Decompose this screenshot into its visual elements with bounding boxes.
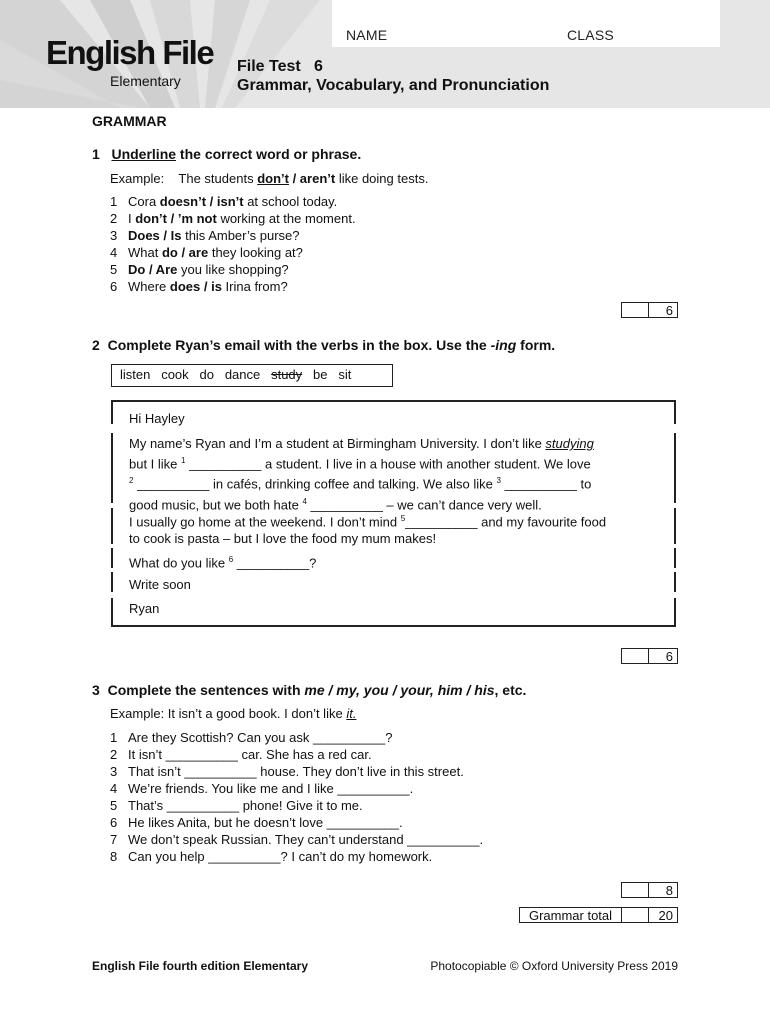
item-text: That’s __________ phone! Give it to me.	[128, 798, 363, 813]
email-border-segment	[111, 572, 113, 592]
email-signoff: Write soon	[129, 577, 191, 592]
item-number: 6	[110, 815, 118, 830]
email-border-segment	[111, 433, 113, 503]
item-choice[interactable]: do / are	[161, 245, 209, 260]
email-text: good music, but we both hate	[129, 496, 303, 512]
email-border-segment	[111, 508, 113, 544]
q3-item[interactable]	[110, 763, 483, 780]
q3-score-max: 8	[648, 882, 678, 898]
item-text: We’re friends. You like me and I like __________.	[128, 781, 414, 796]
item-number: 5	[110, 262, 118, 277]
email-signature: Ryan	[129, 601, 160, 616]
q1-number: 1	[92, 146, 100, 162]
email-paragraph-2	[129, 510, 659, 547]
footer-copyright: Photocopiable © Oxford University Press 2019	[430, 959, 678, 973]
item-number: 6	[110, 279, 118, 294]
email-border-segment	[674, 508, 676, 544]
item-number: 4	[110, 245, 118, 260]
q1-heading-underlined: Underline	[111, 146, 177, 162]
q1-example-label: Example:	[110, 171, 165, 186]
item-number: 2	[110, 211, 118, 226]
logo-title: English File	[46, 34, 214, 71]
word-box-item: do	[199, 367, 214, 382]
q1-item	[110, 244, 356, 261]
word-box-item: listen	[120, 367, 151, 382]
email-border-segment	[674, 598, 676, 627]
q3-item[interactable]	[110, 729, 483, 746]
q3-item-list	[110, 729, 483, 865]
q1-item	[110, 210, 356, 227]
email-border-segment	[674, 548, 676, 568]
item-text: That isn’t __________ house. They don’t live in this street.	[128, 764, 464, 779]
email-text[interactable]: __________ in cafés, drinking coffee and talking. We also like	[133, 476, 497, 492]
q1-example-answer: don’t	[257, 171, 289, 186]
item-text: I	[128, 211, 136, 226]
item-number: 4	[110, 781, 118, 796]
section-heading: GRAMMAR	[92, 113, 167, 129]
word-box-item: dance	[224, 367, 261, 382]
item-number: 3	[110, 764, 118, 779]
email-bottom-border	[111, 625, 676, 627]
email-paragraph-1	[129, 435, 659, 513]
email-text: My name’s Ryan and I’m a student at Birmingham University. I don’t like	[129, 436, 546, 451]
word-box-item: sit	[338, 367, 352, 382]
test-subtitle: Grammar, Vocabulary, and Pronunciation	[237, 77, 550, 94]
item-text: Can you help __________? I can’t do my homework.	[128, 849, 433, 864]
email-paragraph-3	[129, 551, 316, 571]
email-text: but I like	[129, 456, 182, 472]
email-text[interactable]: __________ and my favourite food	[405, 514, 607, 530]
name-class-box	[332, 0, 720, 47]
q3-item[interactable]	[110, 746, 483, 763]
q1-example	[110, 170, 428, 187]
item-number: 3	[110, 228, 118, 243]
q1-example-pre: The students	[178, 171, 258, 186]
gap-number: 1	[181, 456, 186, 465]
q3-item[interactable]	[110, 848, 483, 865]
item-text: you like shopping?	[177, 262, 289, 277]
grammar-total-input[interactable]	[621, 907, 649, 923]
item-text: He likes Anita, but he doesn’t love __________.	[128, 815, 403, 830]
q2-heading-pre: Complete Ryan’s email with the verbs in the box. Use the	[107, 337, 491, 353]
q3-item[interactable]	[110, 780, 483, 797]
q3-item[interactable]	[110, 814, 483, 831]
logo-subtitle: Elementary	[110, 73, 181, 89]
q3-heading-italic: me / my, you / your, him / his	[304, 682, 495, 698]
grammar-total-max: 20	[648, 907, 678, 923]
item-number: 5	[110, 798, 118, 813]
gap-number: 4	[302, 496, 307, 506]
item-text: What	[128, 245, 162, 260]
q2-heading	[92, 337, 555, 353]
email-text: I usually go home at the weekend. I don’t mind	[129, 514, 401, 530]
word-box-item: be	[313, 367, 328, 382]
q2-number: 2	[92, 337, 100, 353]
q3-example-text: Example: It isn’t a good book. I don’t like	[110, 706, 347, 721]
gap-number: 2	[129, 476, 134, 486]
q3-item[interactable]	[110, 831, 483, 848]
item-choice[interactable]: Does / Is	[128, 228, 182, 243]
q3-heading-post: , etc.	[494, 682, 527, 698]
q2-score-max: 6	[648, 648, 678, 664]
item-number: 2	[110, 747, 118, 762]
item-text: We don’t speak Russian. They can’t understand __________.	[128, 832, 484, 847]
q3-example-answer: it.	[346, 706, 357, 721]
q3-score-input[interactable]	[621, 882, 649, 898]
name-label: NAME	[346, 27, 388, 43]
q1-item	[110, 193, 356, 210]
item-number: 7	[110, 832, 118, 847]
word-box-item-struck: study	[271, 367, 303, 382]
q1-heading	[92, 146, 361, 162]
email-text[interactable]: __________ – we can’t dance very well.	[306, 496, 542, 512]
q3-heading-pre: Complete the sentences with	[107, 682, 305, 698]
q3-number: 3	[92, 682, 100, 698]
email-example-answer: studying	[545, 436, 594, 451]
item-text: this Amber’s purse?	[181, 228, 300, 243]
item-choice[interactable]: doesn’t / isn’t	[159, 194, 244, 209]
q2-heading-italic: -ing	[490, 337, 517, 353]
item-number: 1	[110, 730, 118, 745]
q3-item[interactable]	[110, 797, 483, 814]
gap-number: 6	[228, 555, 234, 564]
q2-score-input[interactable]	[621, 648, 649, 664]
item-choice[interactable]: does / is	[169, 279, 222, 294]
item-text: they looking at?	[208, 245, 303, 260]
q3-heading	[92, 682, 526, 698]
email-greeting: Hi Hayley	[129, 411, 185, 426]
item-choice[interactable]: don’t / ’m not	[135, 211, 217, 226]
email-border-segment	[674, 433, 676, 503]
q3-example	[110, 705, 356, 722]
q1-heading-rest: the correct word or phrase.	[176, 146, 362, 162]
gap-number: 3	[496, 476, 501, 486]
q2-heading-post: form.	[516, 337, 556, 353]
word-box	[111, 364, 393, 387]
q1-score-input[interactable]	[621, 302, 649, 318]
email-border-segment	[111, 400, 113, 424]
item-text: Where	[128, 279, 170, 294]
email-border-segment	[111, 548, 113, 568]
test-title: File Test 6	[237, 58, 323, 75]
class-label: CLASS	[567, 27, 614, 43]
email-text: to cook is pasta – but I love the food my mum makes!	[129, 531, 437, 547]
header-band	[0, 0, 770, 108]
q1-item	[110, 278, 356, 295]
item-text: Irina from?	[221, 279, 288, 294]
item-choice[interactable]: Do / Are	[128, 262, 178, 277]
item-text: at school today.	[243, 194, 338, 209]
email-top-border	[111, 400, 676, 402]
item-number: 1	[110, 194, 118, 209]
item-text: Are they Scottish? Can you ask __________?	[128, 730, 393, 745]
email-text: What do you like	[129, 555, 229, 571]
email-text[interactable]: __________?	[233, 555, 317, 571]
email-border-segment	[674, 400, 676, 424]
word-box-item: cook	[161, 367, 189, 382]
item-text: It isn’t __________ car. She has a red car.	[128, 747, 372, 762]
q1-example-post: like doing tests.	[335, 171, 429, 186]
footer-edition: English File fourth edition Elementary	[92, 959, 309, 973]
email-border-segment	[111, 598, 113, 627]
q1-example-mid: / aren’t	[288, 171, 336, 186]
q1-item-list	[110, 193, 356, 295]
q1-score-max: 6	[648, 302, 678, 318]
email-text[interactable]: __________ to	[500, 476, 592, 492]
q1-item	[110, 227, 356, 244]
item-text: Cora	[128, 194, 160, 209]
email-border-segment	[674, 572, 676, 592]
grammar-total-label: Grammar total	[519, 907, 622, 923]
item-number: 8	[110, 849, 118, 864]
email-text[interactable]: __________ a student. I live in a house with another student. We love	[185, 456, 591, 472]
item-text: working at the moment.	[216, 211, 356, 226]
gap-number: 5	[400, 514, 406, 523]
q1-item	[110, 261, 356, 278]
